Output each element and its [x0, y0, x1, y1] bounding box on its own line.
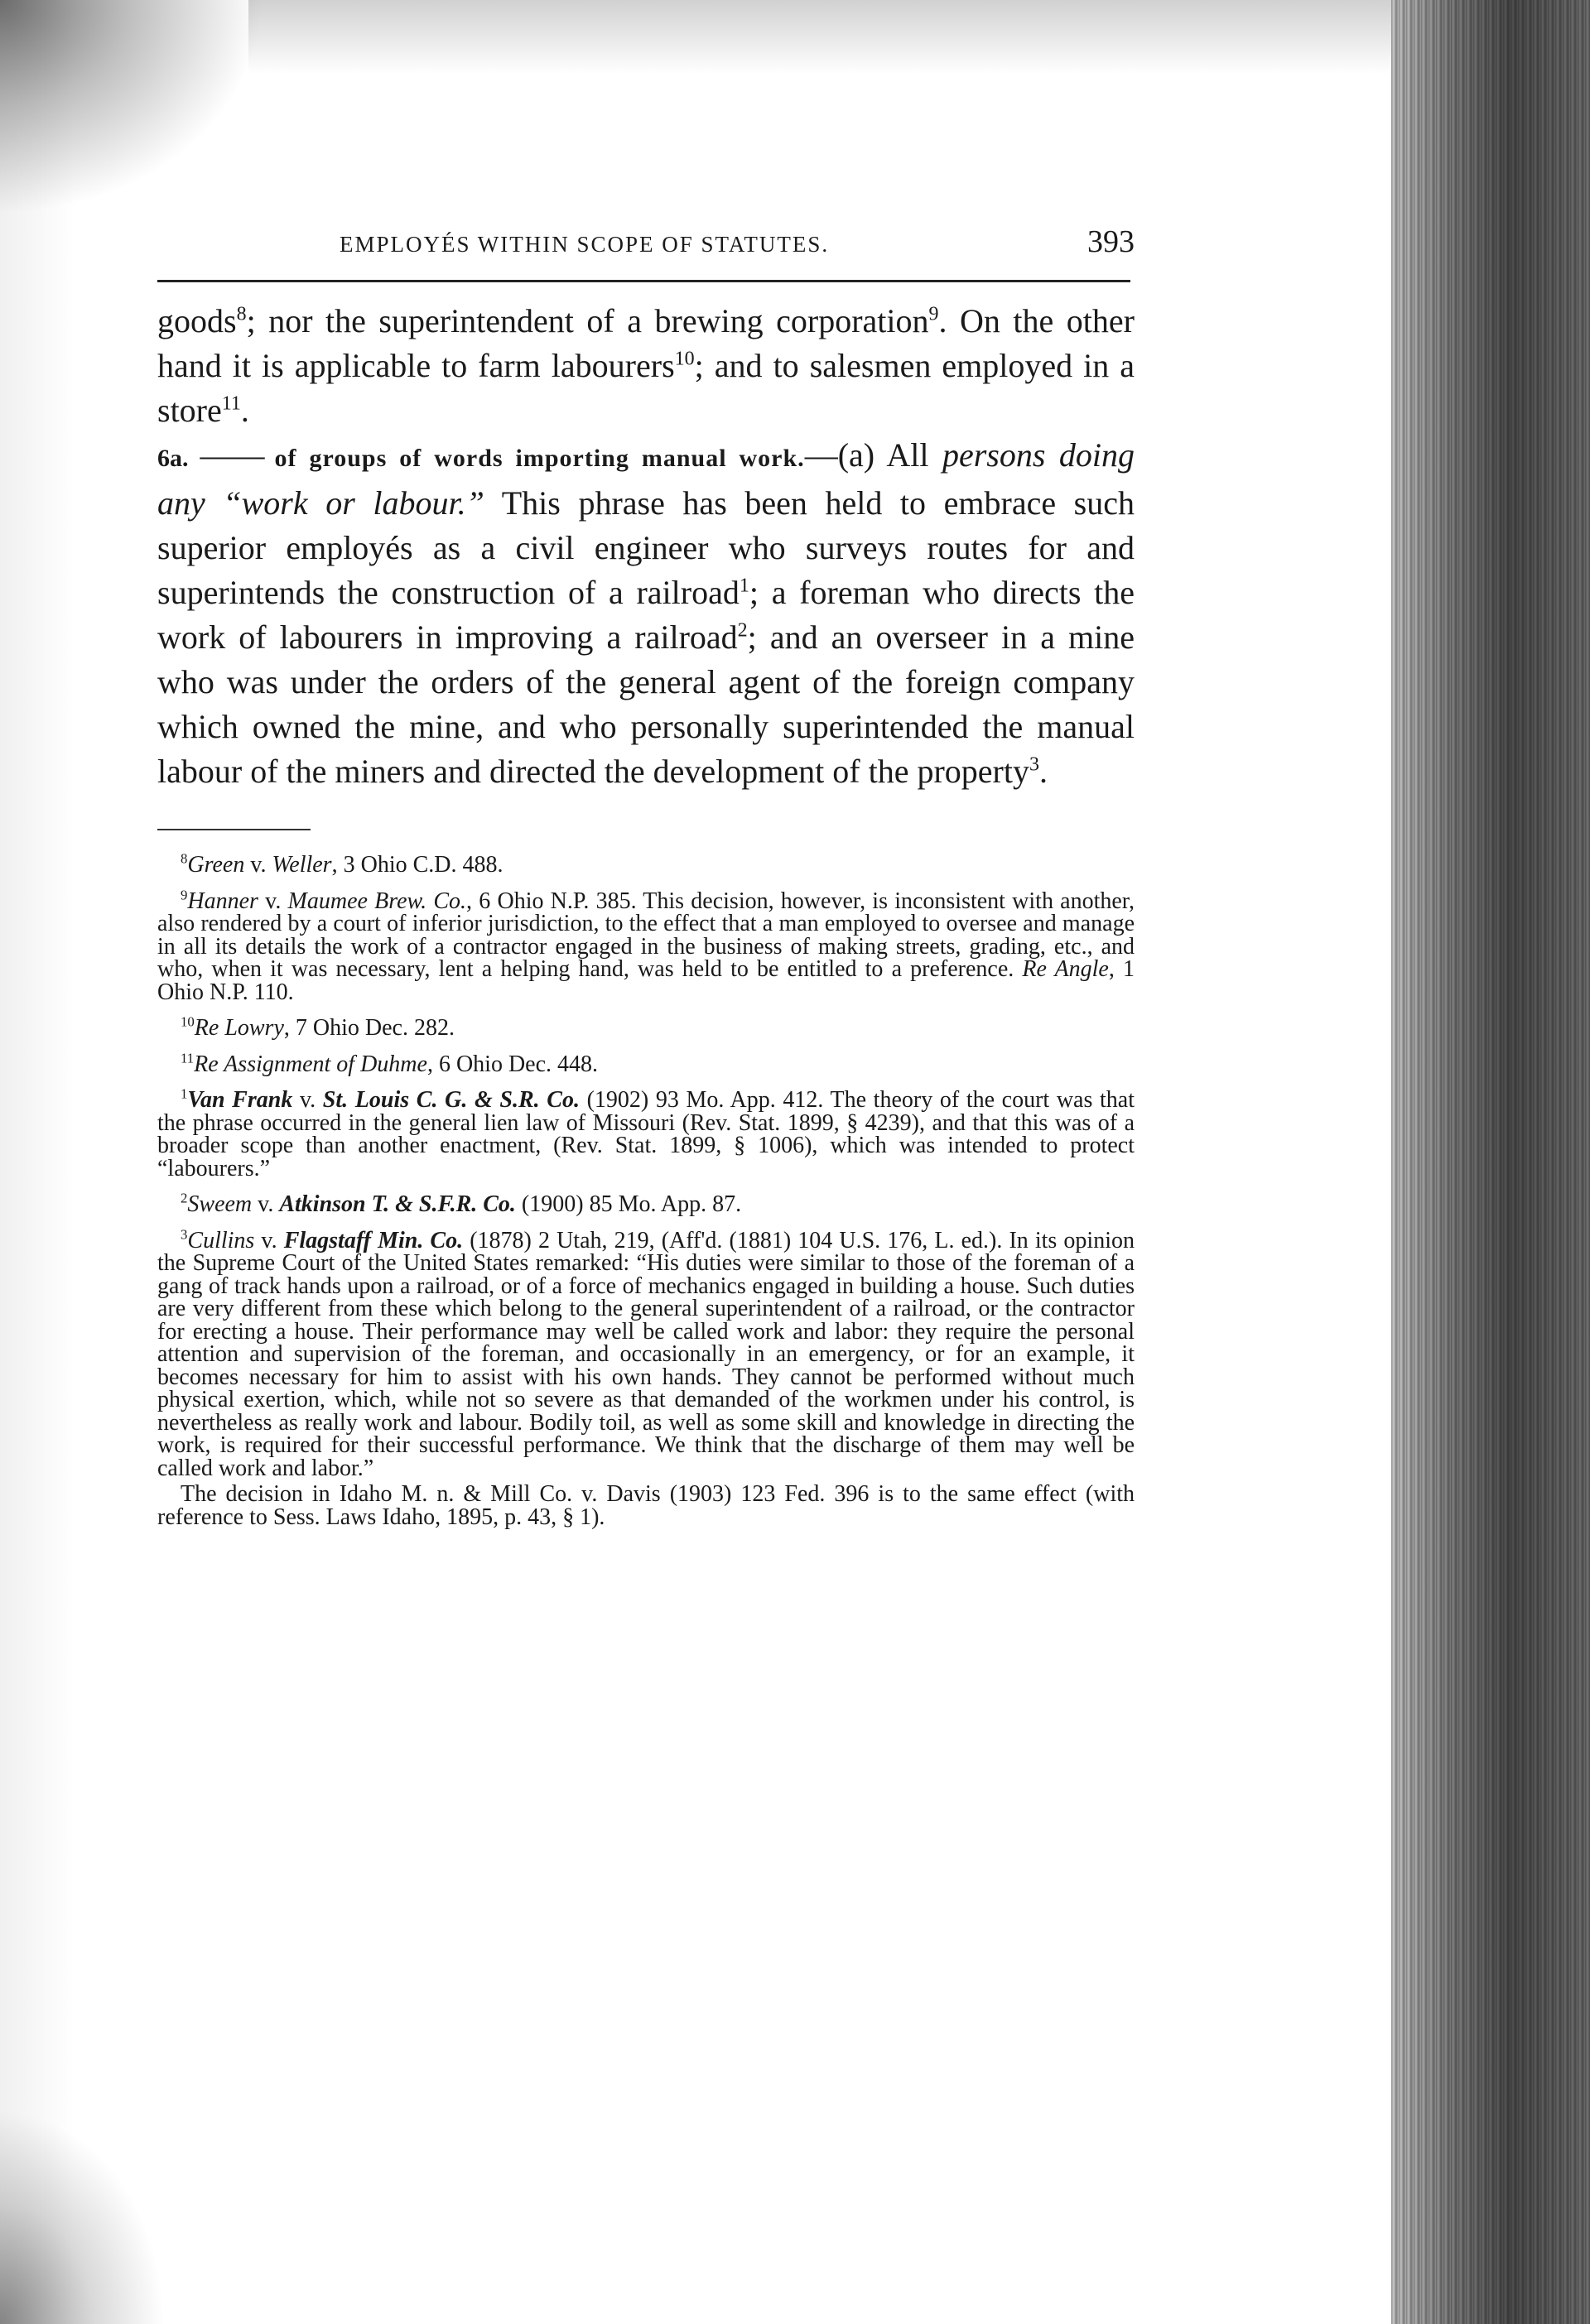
- case-name: Hanner: [187, 888, 258, 914]
- text-run: ; a foreman who directs the work of labourers in improving a railroad: [157, 574, 1135, 656]
- footnote-number: 11: [181, 1050, 195, 1066]
- book-binding-edge: [1391, 0, 1590, 2324]
- case-name: Re Angle: [1022, 956, 1109, 982]
- text-run: v.: [252, 1191, 280, 1217]
- footnote-1: [157, 1085, 1135, 1181]
- paragraph-continued: [157, 299, 1135, 433]
- page-number: 393: [1087, 224, 1135, 259]
- text-run: v.: [254, 1227, 284, 1253]
- footnote-number: 2: [181, 1190, 188, 1206]
- citation: , 6 Ohio Dec. 448.: [426, 1051, 599, 1077]
- citation: , 6 Ohio N.P. 385. This decision, however, is inconsistent with another, also rendered by a court of inferior jurisdiction, to the effect that a man employed to oversee and manage in all its details the work of a contractor engaged in the business of making streets, grading, etc., and who, when it was necessary, lent a helping hand, was held to be entitled to a preference.: [157, 888, 1135, 982]
- text-run: .: [1038, 753, 1048, 790]
- scan-shadow-top: [248, 0, 1408, 75]
- scan-shadow-left: [0, 0, 75, 2324]
- text-run: ; and an overseer in a mine who was under the orders of the general agent of the foreign company which owned the mine, and who personally superintended the manual labour of the miners and directed the development of the property: [157, 618, 1135, 790]
- footnote-3: [157, 1226, 1135, 1481]
- header-rule: [157, 280, 1130, 282]
- footnote-number: 3: [181, 1226, 188, 1243]
- footnote-ref: 1: [739, 575, 749, 597]
- case-name: Re Assignment of Duhme: [194, 1051, 427, 1077]
- citation: (1903) 123 Fed. 396 is to the same effect (with reference to Sess. Laws Idaho, 1895, p. 43, § 1).: [157, 1481, 1135, 1530]
- footnote-rule: [157, 829, 311, 830]
- citation: , 3 Ohio C.D. 488.: [331, 852, 504, 878]
- text-run: v.: [258, 888, 288, 914]
- footnote-ref: 8: [236, 303, 247, 325]
- section-dash: ——: [200, 436, 263, 474]
- text-run: . On the other hand it is applicable to farm labourers: [157, 302, 1135, 384]
- footnote-ref: 3: [1029, 753, 1039, 776]
- footnote-3-continued: [157, 1483, 1135, 1528]
- page-header: [157, 224, 1135, 273]
- text-run: .: [240, 392, 249, 429]
- main-text: [157, 299, 1135, 794]
- case-name: Flagstaff Min. Co.: [283, 1227, 464, 1253]
- text-run: —(a) All: [804, 436, 942, 474]
- section-6a: [157, 433, 1135, 794]
- citation: , 1 Ohio N.P. 110.: [157, 956, 1135, 1005]
- scan-shadow-top-left: [0, 0, 265, 215]
- footnote-2: [157, 1190, 1135, 1217]
- case-name: St. Louis C. G. & S.R. Co.: [322, 1087, 580, 1113]
- case-name: Davis: [606, 1481, 661, 1507]
- case-name: Green: [187, 852, 245, 878]
- case-name: Cullins: [187, 1227, 255, 1253]
- footnote-number: 9: [181, 887, 188, 903]
- citation: (1902) 93 Mo. App. 412. The theory of the court was that the phrase occurred in the general lien law of Missouri (Rev. Stat. 1899, § 4239), and that this was of a broader scope than another enactment, (Rev. Stat. 1899, § 1006), which was intended to protect “labourers.”: [157, 1087, 1135, 1181]
- text-run: v.: [572, 1481, 607, 1507]
- citation: (1878) 2 Utah, 219, (Aff'd. (1881) 104 U.S. 176, L. ed.). In its opinion the Supreme Court of the United States remarked: “His duties were similar to those of the foreman of a gang of track hands upon a railroad, or of a force of mechanics engaged in building a house. Such duties are very different from these which belong to the general superintendent of a railroad, or the contractor for erecting a house. Their performance may well be called work and labor: they require the personal attention and supervision of the foreman, and occasionally in an emergency, or for an example, it becomes necessary for him to assist with his own hands. They cannot be performed without much physical exertion, which, while not so severe as that demanded of the workmen under his control, is nevertheless as really work and labour. Bodily toil, as well as some skill and knowledge in directing the work, is required for their successful performance. We think that the discharge of them may well be called work and labor.”: [157, 1227, 1135, 1481]
- scan-shadow-bottom-left: [0, 2109, 166, 2324]
- text-run: v.: [292, 1087, 323, 1113]
- citation: , 7 Ohio Dec. 282.: [283, 1015, 455, 1041]
- case-name: Maumee Brew. Co.: [287, 888, 467, 914]
- italic-phrase: persons doing any “work or labour.”: [157, 436, 1135, 522]
- footnote-9: [157, 887, 1135, 1005]
- footnote-8: [157, 850, 1135, 878]
- case-name: Weller: [272, 852, 332, 878]
- footnote-ref: 2: [737, 619, 748, 642]
- footnote-ref: 10: [674, 348, 695, 370]
- footnote-10: [157, 1013, 1135, 1041]
- footnote-number: 8: [181, 850, 188, 867]
- running-head: EMPLOYÉS WITHIN SCOPE OF STATUTES.: [340, 232, 830, 257]
- text-run: goods: [157, 302, 237, 339]
- case-name: Sweem: [187, 1191, 253, 1217]
- footnote-ref: 11: [221, 392, 241, 415]
- text-run: v.: [244, 852, 272, 878]
- section-number: 6a.: [157, 445, 189, 472]
- footnotes: [157, 850, 1135, 1530]
- case-name: Atkinson T. & S.F.R. Co.: [279, 1191, 516, 1217]
- text-run: ; and to salesmen employed in a store: [157, 347, 1135, 429]
- case-name: Van Frank: [187, 1087, 293, 1113]
- citation: (1900) 85 Mo. App. 87.: [515, 1191, 742, 1217]
- text-run: ; nor the superintendent of a brewing corporation: [246, 302, 929, 339]
- case-name: Re Lowry: [194, 1015, 284, 1041]
- section-title: of groups of words importing manual work.: [274, 445, 805, 472]
- footnote-number: 1: [181, 1085, 188, 1102]
- footnote-11: [157, 1050, 1135, 1077]
- book-page: [157, 224, 1135, 1528]
- text-run: The decision in: [181, 1481, 340, 1507]
- footnote-number: 10: [181, 1013, 195, 1030]
- footnote-ref: 9: [928, 303, 939, 325]
- text-run: This phrase has been held to embrace such superior employés as a civil engineer who surveys routes for and superintends the construction of a railroad: [157, 484, 1135, 611]
- case-name: Idaho M. n. & Mill Co.: [339, 1481, 573, 1507]
